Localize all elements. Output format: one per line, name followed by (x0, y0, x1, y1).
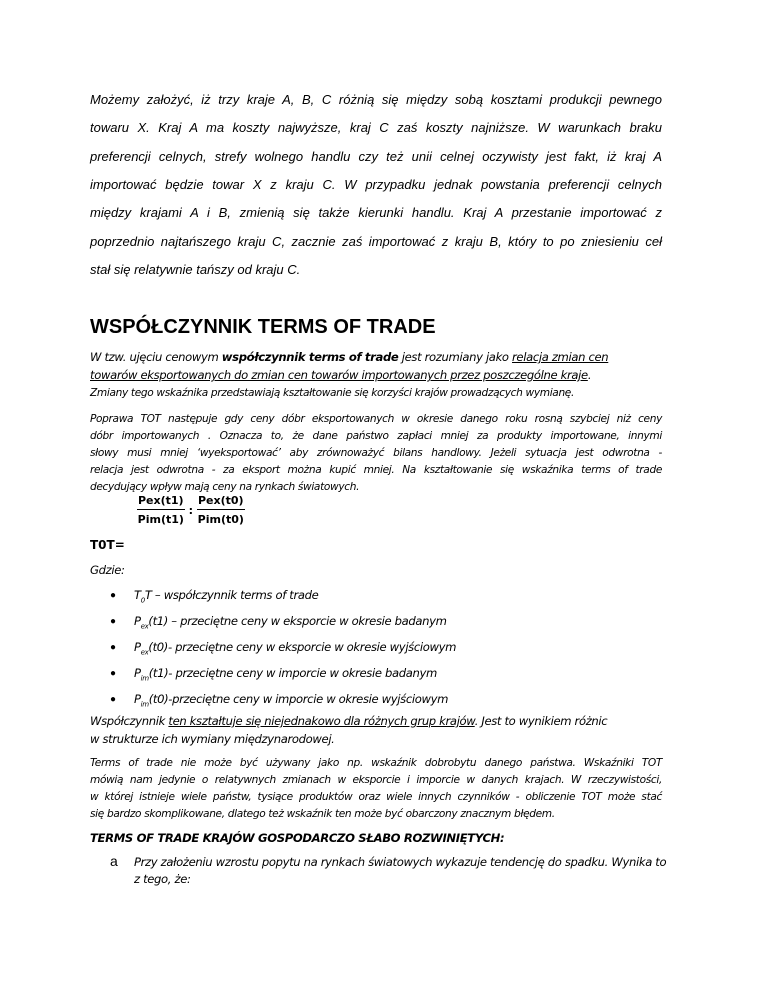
intro-line: importować będzie towar X z kraju C. W przypadku jednak powstania preferencji celnych (90, 176, 662, 192)
item-a-line-1: Przy założeniu wzrostu popytu na rynkach światowych wykazuje tendencję do spadku. Wynika to (134, 855, 667, 869)
division-sign: : (188, 503, 193, 517)
subscript: ex (140, 648, 149, 657)
bullet-item (134, 614, 654, 630)
description: (t0)-przeciętne ceny w imporcie w okresie wyjściowym (148, 692, 449, 706)
bullet-icon: ● (110, 590, 117, 601)
fraction-t0 (197, 494, 245, 526)
list-marker-a: a (110, 853, 118, 869)
def-text: W tzw. ujęciu cenowym (90, 350, 222, 364)
item-a-line-2: z tego, że: (134, 872, 191, 886)
fraction-t1 (137, 494, 185, 526)
def-underlined: towarów eksportowanych do zmian cen towarów importowanych przez poszczególne kraje (90, 368, 588, 382)
definition-line-2 (90, 368, 662, 382)
def-underlined: relacja zmian cen (512, 350, 609, 364)
poprawa-line: decydujący wpływ mają ceny na rynkach światowych. (90, 481, 360, 493)
description: (t1) – przeciętne ceny w eksporcie w okresie badanym (148, 614, 447, 628)
definition-line-3: Zmiany tego wskaźnika przedstawiają kształtowanie się korzyści krajów prowadzących wymianę. (90, 387, 574, 399)
subscript: im (140, 700, 149, 709)
description: (t0)- przeciętne ceny w eksporcie w okresie wyjściowym (148, 640, 457, 654)
intro-line: Możemy założyć, iż trzy kraje A, B, C różnią się między sobą kosztami produkcji pewnego (90, 92, 662, 107)
intro-line: preferencji celnych, strefy wolnego handlu czy też unii celnej oczywisty jest fakt, iż kraj A (90, 148, 662, 164)
wsp-line-1 (90, 714, 662, 728)
tot-line: się bardzo skomplikowane, dlatego też wskaźnik ten może być obarczony znacznym błędem. (90, 808, 555, 820)
intro-line: stał się relatywnie tańszy od kraju C. (90, 261, 301, 277)
bullet-icon: ● (110, 616, 117, 627)
wsp-text: Współczynnik (90, 714, 169, 728)
wsp-text: . Jest to wynikiem różnic (474, 714, 608, 728)
subscript: 0 (140, 596, 145, 605)
subscript: im (140, 674, 149, 683)
formula-lhs: T0T= (90, 538, 125, 552)
gdzie-label: Gdzie: (90, 563, 125, 577)
intro-line: towaru X. Kraj A ma koszty najwyższe, kraj C zaś koszty najniższe. W warunkach braku (90, 120, 662, 136)
symbol: P (134, 692, 141, 706)
bullet-item (134, 666, 654, 682)
def-dot: . (587, 368, 592, 382)
intro-line: poprzednio najtańszego kraju C, zacznie zaś importować z kraju B, który to po zniesieniu ceł (90, 233, 662, 249)
wsp-underlined: ten kształtuje się niejednakowo dla różnych grup krajów (168, 714, 475, 728)
description: (t1)- przeciętne ceny w imporcie w okresie badanym (148, 666, 437, 680)
bullet-icon: ● (110, 668, 117, 679)
def-text: jest rozumiany jako (398, 350, 513, 364)
symbol: P (134, 614, 141, 628)
wsp-line-2: w strukturze ich wymiany międzynarodowej. (90, 732, 335, 746)
bullet-icon: ● (110, 694, 117, 705)
section-heading: WSPÓŁCZYNNIK TERMS OF TRADE (90, 316, 436, 338)
bullet-item (134, 640, 654, 656)
poprawa-line: relacja jest odwrotna - za eksport można kupić mniej. Na kształtowanie się wskaźnika terms of trade (90, 464, 662, 476)
numerator: Pex(t1) (137, 494, 185, 510)
subheading: TERMS OF TRADE KRAJÓW GOSPODARCZO SŁABO ROZWINIĘTYCH: (90, 831, 505, 845)
denominator: Pim(t1) (137, 513, 184, 526)
tot-line: w której istnieje wiele państw, tysiące produktów oraz wiele innych czynników - obliczenie TOT może stać (90, 791, 662, 803)
definition-line-1 (90, 350, 662, 364)
subscript: ex (140, 622, 149, 631)
poprawa-line: słowy musi mniej ‘wyeksportować’ aby zrównoważyć bilans handlowy. Jeżeli sytuacja jest odwrotna - (90, 447, 662, 459)
bullet-item (134, 692, 654, 708)
poprawa-line: Poprawa TOT następuje gdy ceny dóbr eksportowanych w okresie danego roku rosną szybciej niż ceny (90, 413, 662, 425)
symbol: P (134, 640, 141, 654)
intro-line: między krajami A i B, zmienią się także kierunki handlu. Kraj A przestanie importować z (90, 205, 662, 221)
bullet-icon: ● (110, 642, 117, 653)
bullet-item (134, 588, 654, 604)
numerator: Pex(t0) (197, 494, 245, 510)
description: T – współczynnik terms of trade (144, 588, 319, 602)
symbol: P (134, 666, 141, 680)
def-bold: współczynnik terms of trade (221, 350, 399, 364)
tot-line: mówią nam jedynie o relatywnych zmianach w eksporcie i imporcie w danych krajach. W rzeczywistości, (90, 774, 662, 786)
tot-line: Terms of trade nie może być używany jako np. wskaźnik dobrobytu danego państwa. Wskaźniki TOT (90, 757, 662, 769)
symbol: T (134, 588, 141, 602)
denominator: Pim(t0) (197, 513, 244, 526)
tot-formula (137, 494, 245, 526)
poprawa-line: dóbr importowanych . Oznacza to, że dane państwo zapłaci mniej za produkty importowane, innymi (90, 430, 662, 442)
